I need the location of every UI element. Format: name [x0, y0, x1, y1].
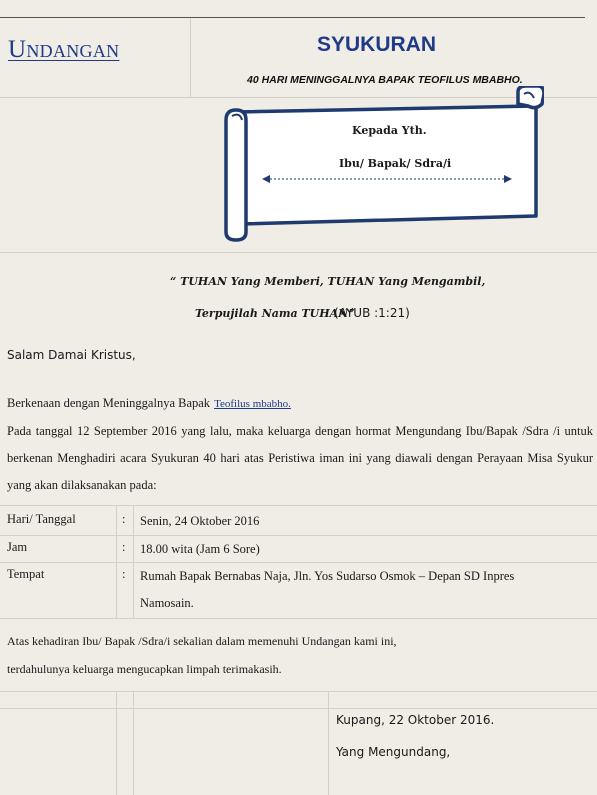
closing-line-1: Atas kehadiran Ibu/ Bapak /Sdra/i sekalian dalam memenuhi Undangan kami ini, [7, 634, 397, 648]
grid-line [133, 505, 134, 618]
intro-line [7, 396, 291, 411]
greeting: Salam Damai Kristus, [7, 348, 136, 362]
detail-colon: : [122, 512, 126, 526]
quote-line-1: “ TUHAN Yang Memberi, TUHAN Yang Mengambil, [170, 275, 486, 288]
grid-line [0, 708, 597, 709]
grid-line [116, 505, 117, 618]
detail-value-time: 18.00 wita (Jam 6 Sore) [140, 542, 260, 556]
deceased-name-link[interactable]: Teofilus mbabho. [214, 398, 291, 410]
grid-line [116, 691, 117, 795]
place-date: Kupang, 22 Oktober 2016. [336, 713, 495, 727]
grid-line [0, 618, 597, 619]
intro-prefix: Berkenaan dengan Meninggalnya Bapak [7, 396, 211, 410]
scroll-kepada: Kepada Yth. [352, 124, 427, 137]
page-subtitle: 40 HARI MENINGGALNYA BAPAK TEOFILUS MBABHO. [247, 74, 523, 86]
detail-colon: : [122, 540, 126, 554]
quote-line-2: Terpujilah Nama TUHAN” [195, 307, 355, 320]
undangan-heading: Undangan [8, 36, 120, 63]
grid-line [190, 18, 191, 98]
grid-line [0, 691, 597, 692]
grid-line [328, 691, 329, 795]
scroll-recipient: Ibu/ Bapak/ Sdra/i [339, 157, 452, 170]
detail-value-place-2: Namosain. [140, 596, 194, 610]
detail-value-date: Senin, 24 Oktober 2016 [140, 514, 260, 528]
detail-label-place: Tempat [7, 567, 45, 581]
grid-line [133, 691, 134, 795]
grid-line [0, 252, 597, 253]
detail-value-place: Rumah Bapak Bernabas Naja, Jln. Yos Sudarso Osmok – Depan SD Inpres [140, 569, 515, 583]
page-title: SYUKURAN [317, 33, 437, 56]
grid-line [0, 562, 597, 563]
detail-colon: : [122, 567, 126, 581]
inviter-label: Yang Mengundang, [336, 745, 451, 759]
invitation-paragraph: Pada tanggal 12 September 2016 yang lalu, maka keluarga dengan hormat Mengundang Ibu/Bapak /Sdra /i untuk berkenan Menghadiri acara Syukuran 40 hari atas Peristiwa iman ini yang diawali dengan Perayaan Misa Syukur yang akan dilaksanakan pada: [7, 424, 593, 492]
quote-reference: (AYUB :1:21) [334, 306, 410, 320]
detail-label-date: Hari/ Tanggal [7, 512, 76, 526]
detail-label-time: Jam [7, 540, 28, 554]
top-rule [0, 17, 585, 18]
grid-line [0, 505, 597, 506]
closing-line-2: terdahulunya keluarga mengucapkan limpah terimakasih. [7, 662, 282, 676]
grid-line [0, 535, 597, 536]
